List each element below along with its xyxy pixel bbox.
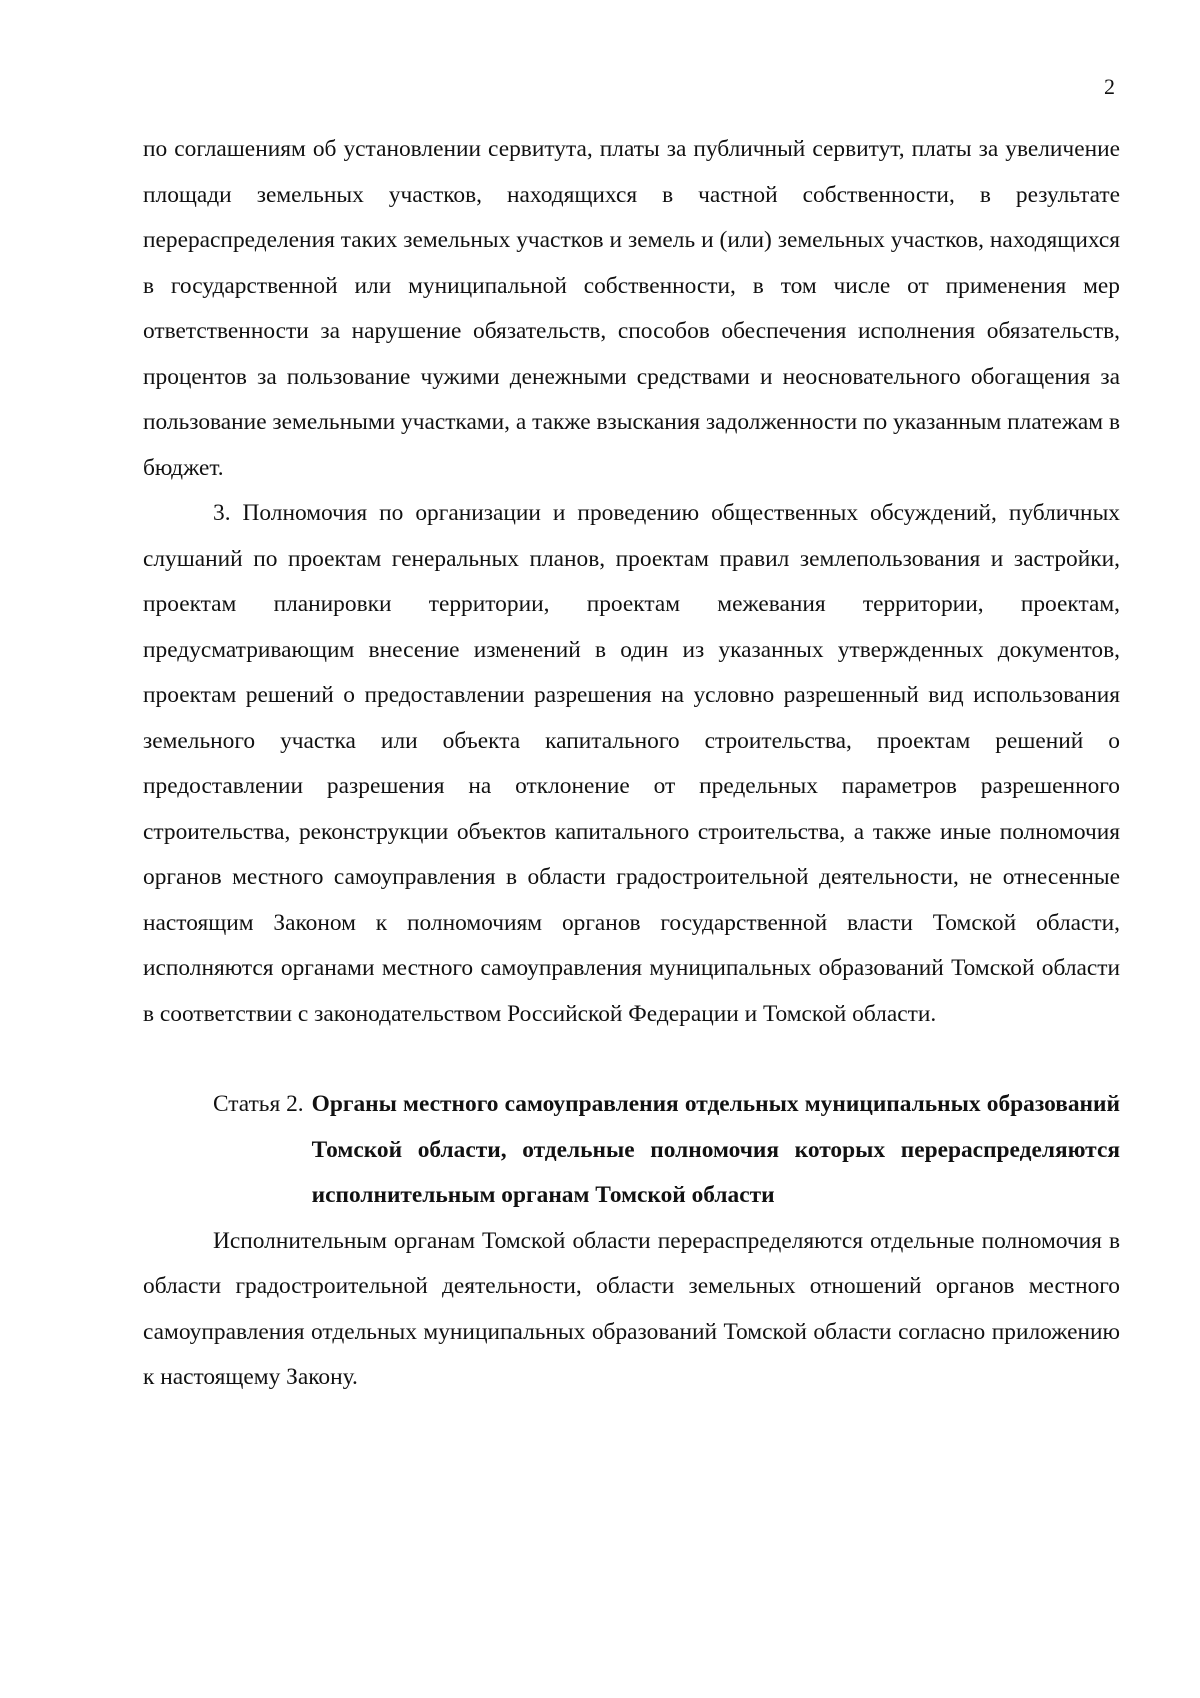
article-heading xyxy=(213,1082,1120,1219)
article-body-paragraph: Исполнительным органам Томской области перераспределяются отдельные полномочия в области градостроительной деятельности, области земельных отношений органов местного самоуправления отдельных муниципальных образований Томской области согласно приложению к настоящему Закону. xyxy=(143,1227,1120,1390)
paragraph-continuation: по соглашениям об установлении сервитута, платы за публичный сервитут, платы за увеличение площади земельных участков, находящихся в частной собственности, в результате перераспределения таких земельных участков и земель и (или) земельных участков, находящихся в государственной или муниципальной собственности, в том числе от применения мер ответственности за нарушение обязательств, способов обеспечения исполнения обязательств, процентов за пользование чужими денежными средствами и неосновательного обогащения за пользование земельными участками, а также взыскания задолженности по указанным платежам в бюджет. xyxy=(143,136,1120,481)
paragraph-item-3: 3. Полномочия по организации и проведению общественных обсуждений, публичных слушаний по проектам генеральных планов, проектам правил землепользования и застройки, проектам планировки территории, проектам межевания территории, проектам, предусматривающим внесение изменений в один из указанных утвержденных документов, проектам решений о предоставлении разрешения на условно разрешенный вид использования земельного участка или объекта капитального строительства, проектам решений о предоставлении разрешения на отклонение от предельных параметров разрешенного строительства, реконструкции объектов капитального строительства, а также иные полномочия органов местного самоуправления в области градостроительной деятельности, не отнесенные настоящим Законом к полномочиям органов государственной власти Томской области, исполняются органами местного самоуправления муниципальных образований Томской области в соответствии с законодательством Российской Федерации и Томской области. xyxy=(143,500,1120,1027)
article-title: Органы местного самоуправления отдельных муниципальных образований Томской области, отдельные полномочия которых перераспределяются исполнительным органам Томской области xyxy=(311,1091,1120,1208)
page-number: 2 xyxy=(1104,74,1115,99)
document-body xyxy=(143,127,1120,1401)
article-label: Статья 2. xyxy=(213,1091,304,1117)
